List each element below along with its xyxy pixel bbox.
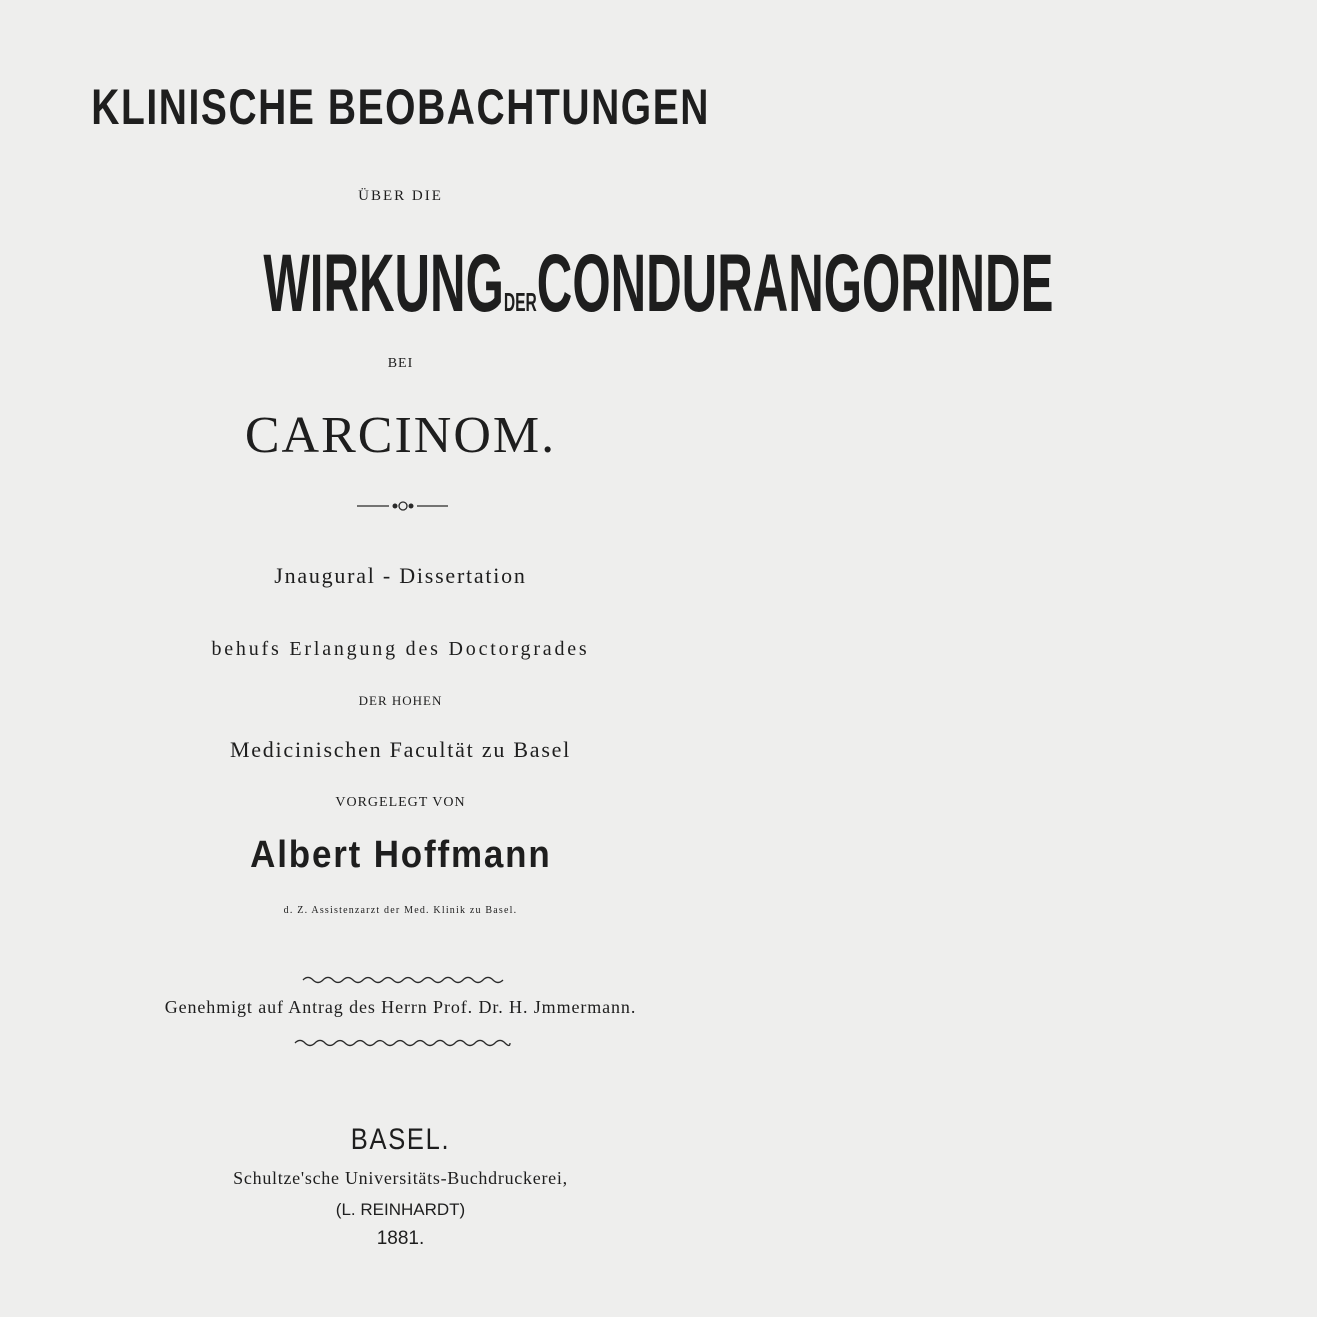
- faculty: Medicinischen Facultät zu Basel: [229, 737, 572, 762]
- imprint-printer-owner: (L. REINHARDT): [335, 1200, 466, 1219]
- imprint-city: BASEL.: [350, 1123, 451, 1156]
- wirkung-title: WIRKUNGDERCONDURANGORINDE: [263, 238, 1054, 329]
- vorgelegt-von: VORGELEGT VON: [335, 795, 466, 810]
- main-title-line: [0, 78, 801, 136]
- main-title: KLINISCHE BEOBACHTUNGEN: [91, 79, 710, 135]
- der-hohen: DER HOHEN: [358, 693, 443, 708]
- imprint-year: 1881.: [376, 1228, 425, 1249]
- carcinom-title: CARCINOM.: [244, 407, 557, 464]
- author-position: d. Z. Assistenzarzt der Med. Klinik zu Basel.: [283, 905, 518, 916]
- dissertation-purpose: behufs Erlangung des Doctorgrades: [211, 638, 590, 660]
- subtitle-bei: BEI: [387, 356, 414, 371]
- wavy-rule-icon: [295, 1037, 510, 1049]
- wirkung-line: [0, 237, 1054, 331]
- approval-statement: Genehmigt auf Antrag des Herrn Prof. Dr. H. Jmmermann.: [164, 997, 637, 1017]
- author-name: Albert Hoffmann: [249, 834, 552, 876]
- wavy-rule-icon: [303, 974, 503, 986]
- ornament-divider-icon: [355, 496, 450, 516]
- subtitle-ueber-die: ÜBER DIE: [358, 188, 443, 204]
- imprint-city-line: [0, 1123, 801, 1157]
- imprint-printer: Schultze'sche Universitäts-Buchdruckerei,: [233, 1168, 568, 1188]
- author-name-line: [0, 834, 801, 877]
- dissertation-type: Jnaugural - Dissertation: [274, 563, 527, 588]
